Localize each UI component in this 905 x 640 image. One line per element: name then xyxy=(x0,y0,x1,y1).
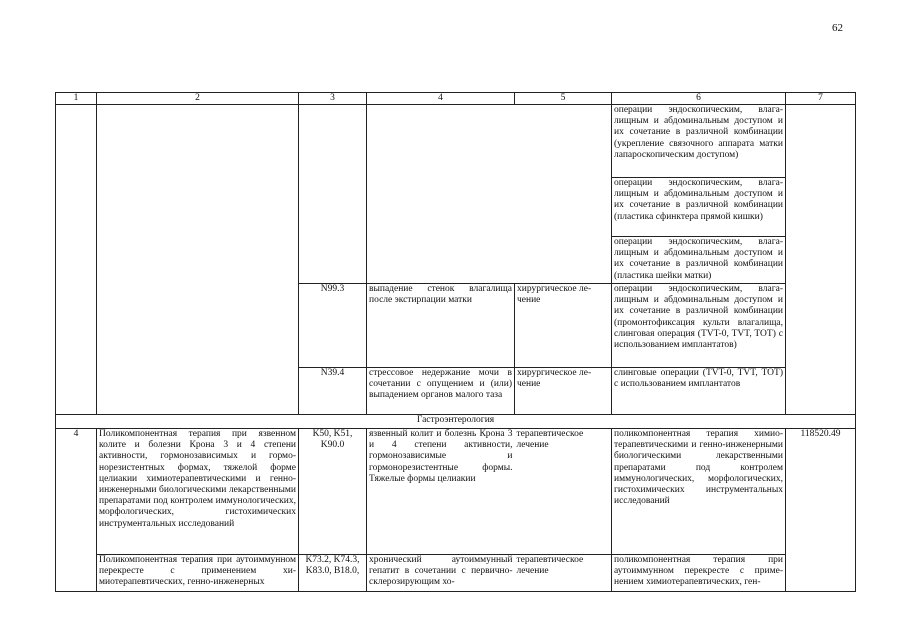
care-type-cell: Поликомпонентная терапия при язвенном колите и болезни Крона 3 и 4 степени активности, гормонозависимых и гормонорезистентных формах, тяжелой форме целиакии химиотерапевтическими и генно-инженерными биологическими лекарственными препаратами под контролем иммунологических, морфологических, гистохимических инструментальных исследований xyxy=(97,429,299,555)
method-cell: слинговые операции (TVT-0, TVT, TOT) с использованием имплантатов xyxy=(612,368,786,415)
treatment-type-cell: терапевтическое лечение xyxy=(515,429,612,555)
diagnosis-code-cell: N39.4 xyxy=(299,368,367,415)
empty-cell xyxy=(299,105,367,284)
patient-model-cell: язвенный колит и болезнь Крона 3 и 4 степени активности, гормонозависимые и гормонорезистентные формы. Тяжелые формы целиакии xyxy=(367,429,515,555)
cost-cell: 118520.49 xyxy=(786,429,856,592)
row-number-cell: 4 xyxy=(56,429,97,592)
diagnosis-code-cell: N99.3 xyxy=(299,284,367,368)
method-cell: операции эндоскопическим, влагалищным и абдоминальным доступом и их сочетание в различной комбинации (промонтофиксация культи влагалища, слинговая операция (TVT-0, TVT, TOT) с использованием имплантатов) xyxy=(612,284,786,368)
table-row xyxy=(56,105,856,178)
empty-cell xyxy=(367,105,515,284)
diagnosis-code-cell: K73.2, K74.3, K83.0, B18.0, xyxy=(299,555,367,592)
table-row xyxy=(56,429,856,555)
column-header: 5 xyxy=(515,93,612,105)
patient-model-cell: хронический аутоиммунный гепатит в сочетании с первично-склерозирующим хо- xyxy=(367,555,515,592)
empty-cell xyxy=(786,105,856,415)
care-type-cell: Поликомпонентная терапия при аутоиммунном перекресте с применением химиотерапевтических, генно-инженерных xyxy=(97,555,299,592)
table-header-row xyxy=(56,93,856,105)
method-cell: поликомпонентная терапия при аутоиммунном перекресте с применением химиотерапевтических, ген- xyxy=(612,555,786,592)
method-cell: операции эндоскопическим, влагалищным и абдоминальным доступом и их сочетание в различной комбинации (укрепление связочного аппарата матки лапароскопическим доступом) xyxy=(612,105,786,178)
method-cell: поликомпонентная терапия химиотерапевтическими и генно-инженерными биологическими лекарственными препаратами под контролем иммунологических, морфологических, гистохимических инструментальных исследований xyxy=(612,429,786,555)
column-header: 4 xyxy=(367,93,515,105)
column-header: 7 xyxy=(786,93,856,105)
empty-cell xyxy=(515,105,612,284)
patient-model-cell: выпадение стенок влагалища после экстирпации матки xyxy=(367,284,515,368)
page-number: 62 xyxy=(832,22,843,34)
procedures-table xyxy=(55,92,856,592)
patient-model-cell: стрессовое недержание мочи в сочетании с опущением и (или) выпадением органов малого таза xyxy=(367,368,515,415)
diagnosis-code-cell: K50, K51, K90.0 xyxy=(299,429,367,555)
table-row xyxy=(56,555,856,592)
treatment-type-cell: хирургическое лечение xyxy=(515,284,612,368)
method-cell: операции эндоскопическим, влагалищным и абдоминальным доступом и их сочетание в различной комбинации (пластика шейки матки) xyxy=(612,237,786,284)
section-title: Гастроэнтерология xyxy=(56,415,856,429)
empty-cell xyxy=(56,105,97,415)
column-header: 3 xyxy=(299,93,367,105)
method-cell: операции эндоскопическим, влагалищным и абдоминальным доступом и их сочетание в различной комбинации (пластика сфинктера прямой кишки) xyxy=(612,178,786,237)
treatment-type-cell: терапевтическое лечение xyxy=(515,555,612,592)
section-row xyxy=(56,415,856,429)
column-header: 2 xyxy=(97,93,299,105)
treatment-type-cell: хирургическое лечение xyxy=(515,368,612,415)
column-header: 6 xyxy=(612,93,786,105)
empty-cell xyxy=(97,105,299,415)
column-header: 1 xyxy=(56,93,97,105)
